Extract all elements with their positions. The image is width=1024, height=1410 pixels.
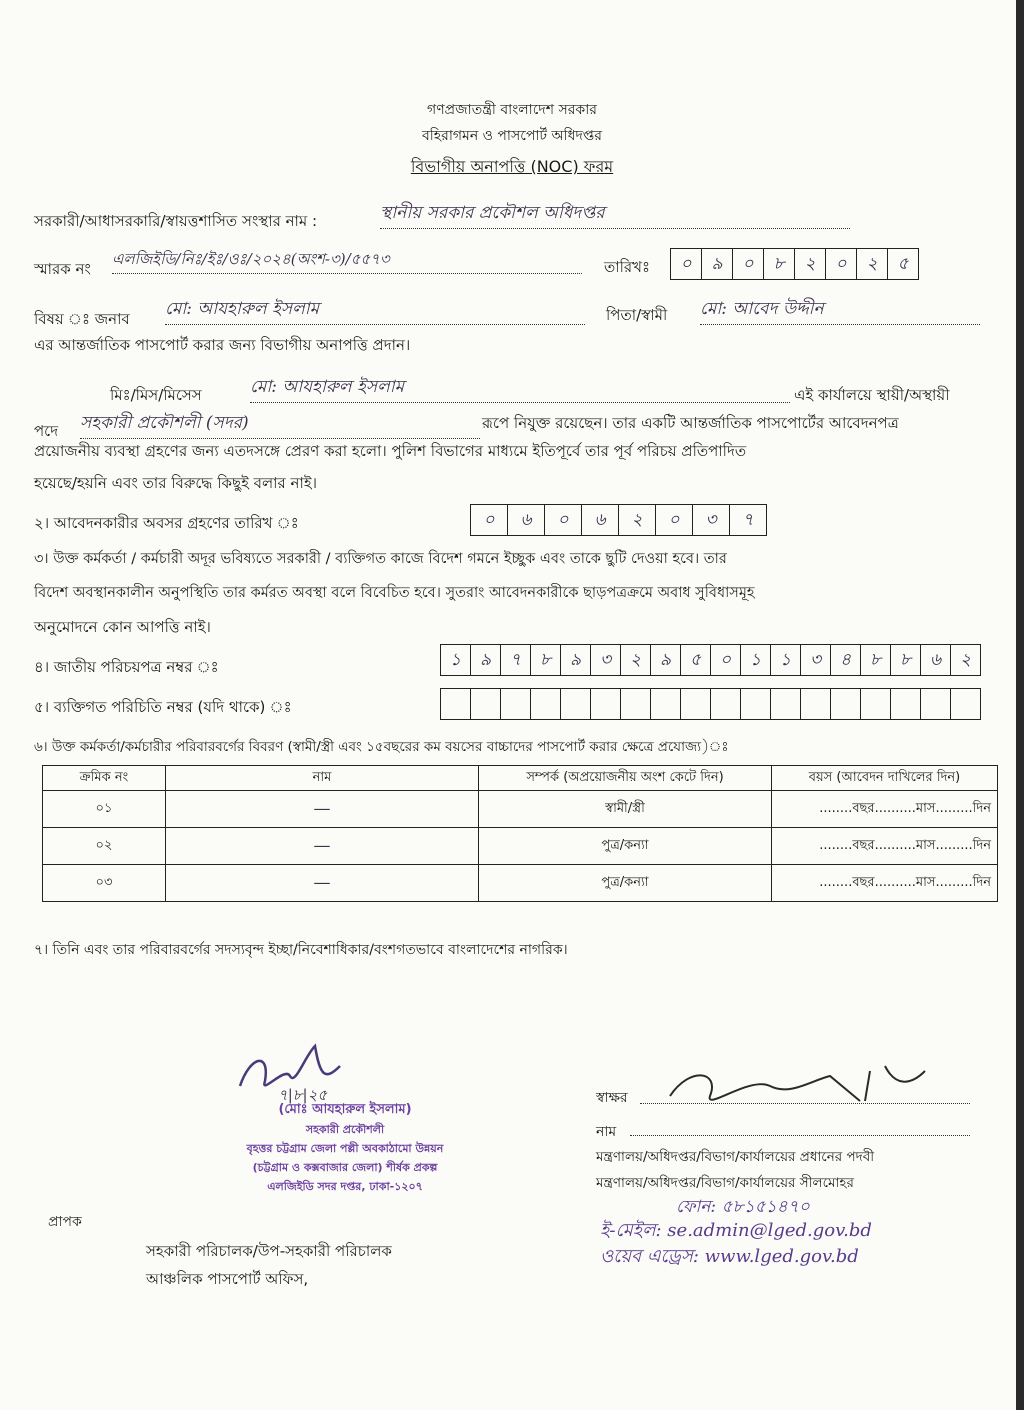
row-name: — — [166, 865, 479, 902]
right-signature-icon — [660, 1056, 940, 1116]
table-row — [43, 828, 998, 865]
row-sl: ০৩ — [43, 865, 166, 902]
nid-boxes — [440, 644, 981, 676]
retire-digit: ০ — [544, 505, 581, 535]
row-sl: ০২ — [43, 828, 166, 865]
stamp-line3: (চট্টগ্রাম ও কক্সবাজার জেলা) শীর্ষক প্রকল্প — [252, 1161, 438, 1174]
header-line1: গণপ্রজাতন্ত্রী বাংলাদেশ সরকার — [427, 102, 597, 118]
stamp-name: (মোঃ আযহারুল ইসলাম) — [278, 1102, 412, 1117]
nid-digit: ১ — [449, 650, 462, 670]
item3-line2: বিদেশ অবস্থানকালীন অনুপস্থিতি তার কর্মরত অবস্থা বলে বিবেচিত হবে। সুতরাং আবেদনকারীকে ছাড়পত্রক্রমে অবাধ সুবিধাসমূহ — [34, 585, 755, 601]
date-digit: ০ — [680, 254, 692, 274]
org-label: সরকারী/আধাসরকারি/স্বায়ত্তশাসিত সংস্থার নাম : — [34, 212, 318, 230]
item6-label: ৬। উক্ত কর্মকর্তা/কর্মচারীর পরিবারবর্গের বিবরণ (স্বামী/স্ত্রী এবং ১৫বছরের কম বয়সের বাচ্চাদের পাসপোর্ট করার ক্ষেত্রে প্রযোজ্য)ঃ — [34, 739, 729, 755]
body-name: মো: আযহারুল ইসলাম — [250, 374, 790, 403]
retire-digit: ০ — [483, 510, 495, 530]
nid-digit: ৭ — [500, 645, 530, 675]
retire-digit: ২ — [618, 505, 655, 535]
nid-digit: ১ — [740, 645, 770, 675]
date-digit: ২ — [856, 249, 887, 279]
date-digit: ০ — [825, 249, 856, 279]
father-label: পিতা/স্বামী — [606, 306, 668, 324]
retire-digit: ৬ — [581, 505, 618, 535]
item4-label: ৪। জাতীয় পরিচয়পত্র নম্বর ঃ — [34, 658, 219, 676]
left-sign-date: ৭|৮|২৫ — [278, 1086, 328, 1104]
stamp-line2: বৃহত্তর চট্টগ্রাম জেলা পল্লী অবকাঠামো উন্নয়ন — [246, 1142, 444, 1155]
memo-value: এলজিইডি/নিঃ/ইঃ/ওঃ/২০২৪(অংশ-৩)/৫৫৭৩ — [112, 248, 582, 274]
row-age: ........বছর..........মাস.........দিন — [772, 828, 998, 865]
name-line — [630, 1134, 970, 1136]
memo-date-boxes — [670, 248, 919, 280]
nid-digit: ৩ — [800, 645, 830, 675]
stamp-block — [230, 1100, 460, 1197]
stamp-line1: সহকারী প্রকৌশলী — [305, 1123, 385, 1136]
post-label: পদে — [34, 422, 59, 440]
family-table — [42, 765, 998, 902]
body-p2: প্রয়োজনীয় ব্যবস্থা গ্রহণের জন্য এতদসঙ্গে প্রেরণ করা হলো। পুলিশ বিভাগের মাধ্যমে ইতিপূর্বে তার পূর্ব পরিচয় প্রতিপাদিত — [34, 442, 747, 460]
nid-digit: ৯ — [470, 645, 500, 675]
row-relation: পুত্র/কন্যা — [479, 865, 772, 902]
nid-digit: ৮ — [860, 645, 890, 675]
salutation: মিঃ/মিস/মিসেস — [110, 386, 202, 404]
nid-digit: ২ — [950, 645, 980, 675]
th-age: বয়স (আবেদন দাখিলের দিন) — [772, 766, 998, 791]
seal-label: মন্ত্রণালয়/অধিদপ্তর/বিভাগ/কার্যালয়ের সীলমোহর — [596, 1175, 854, 1191]
item3-line3: অনুমোদনে কোন আপত্তি নাই। — [34, 618, 211, 636]
father-name: মো: আবেদ উদ্দীন — [700, 296, 980, 325]
th-sl: ক্রমিক নং — [43, 766, 166, 791]
nid-digit: ৯ — [650, 645, 680, 675]
date-label: তারিখঃ — [604, 258, 650, 276]
nid-digit: ৬ — [920, 645, 950, 675]
row-relation: পুত্র/কন্যা — [479, 828, 772, 865]
stamp-line4: এলজিইডি সদর দপ্তর, ঢাকা-১২০৭ — [267, 1180, 423, 1193]
body-p1: রূপে নিযুক্ত রয়েছেন। তার একটি আন্তর্জাতিক পাসপোর্টের আবেদনপত্র — [482, 414, 899, 432]
retire-digit: ৭ — [729, 505, 766, 535]
date-digit: ৫ — [887, 249, 918, 279]
office-text: এই কার্যালয়ে স্থায়ী/অস্থায়ী — [794, 386, 950, 404]
date-digit: ৯ — [701, 249, 732, 279]
designation-label: মন্ত্রণালয়/অধিদপ্তর/বিভাগ/কার্যালয়ের প্রধানের পদবী — [596, 1149, 875, 1165]
email-text: ই-মেইল: se.admin@lged.gov.bd — [600, 1220, 872, 1241]
row-age: ........বছর..........মাস.........দিন — [772, 791, 998, 828]
item2-label: ২। আবেদনকারীর অবসর গ্রহণের তারিখ ঃ — [34, 514, 299, 532]
subject-line: এর আন্তর্জাতিক পাসপোর্ট করার জন্য বিভাগীয় অনাপত্তি প্রদান। — [34, 336, 411, 354]
subject-label: বিষয় ঃ জনাব — [34, 310, 130, 328]
row-name: — — [166, 791, 479, 828]
th-name: নাম — [166, 766, 479, 791]
table-row — [43, 791, 998, 828]
date-digit: ৮ — [763, 249, 794, 279]
item3-line1: ৩। উক্ত কর্মকর্তা / কর্মচারী অদূর ভবিষ্যতে সরকারী / ব্যক্তিগত কাজে বিদেশ গমনে ইচ্ছুক এবং তাকে ছুটি দেওয়া হবে। তার — [34, 551, 727, 567]
recipient-label: প্রাপক — [48, 1214, 82, 1230]
row-sl: ০১ — [43, 791, 166, 828]
web-text: ওয়েব এড্রেস: www.lged.gov.bd — [600, 1246, 859, 1267]
signature-label: স্বাক্ষর — [596, 1090, 628, 1106]
name-label: নাম — [596, 1124, 617, 1140]
nid-digit: ২ — [620, 645, 650, 675]
date-digit: ২ — [794, 249, 825, 279]
nid-digit: ৮ — [530, 645, 560, 675]
table-row — [43, 865, 998, 902]
body-p3: হয়েছে/হয়নি এবং তার বিরুদ্ধে কিছুই বলার নাই। — [34, 474, 318, 492]
nid-digit: ৯ — [560, 645, 590, 675]
post-value: সহকারী প্রকৌশলী (সদর) — [80, 410, 480, 439]
row-age: ........বছর..........মাস.........দিন — [772, 865, 998, 902]
form-title: বিভাগীয় অনাপত্তি (NOC) ফরম — [410, 157, 614, 176]
item7: ৭। তিনি এবং তার পরিবারবর্গের সদস্যবৃন্দ ইচ্ছা/নিবেশাধিকার/বংশগতভাবে বাংলাদেশের নাগরিক। — [34, 942, 568, 958]
phone-text: ফোন: ৫৮১৫১৪৭০ — [676, 1197, 810, 1217]
retire-digit: ০ — [655, 505, 692, 535]
header-line2: বহিরাগমন ও পাসপোর্ট অধিদপ্তর — [421, 128, 603, 144]
recipient-line2: আঞ্চলিক পাসপোর্ট অফিস, — [146, 1270, 309, 1288]
nid-digit: ৫ — [680, 645, 710, 675]
th-relation: সম্পর্ক (অপ্রয়োজনীয় অংশ কেটে দিন) — [479, 766, 772, 791]
scan-edge — [1016, 0, 1024, 1410]
nid-digit: ০ — [710, 645, 740, 675]
pin-boxes — [440, 688, 981, 720]
memo-label: স্মারক নং — [34, 260, 91, 278]
recipient-line1: সহকারী পরিচালক/উপ-সহকারী পরিচালক — [146, 1242, 392, 1260]
retirement-date-boxes — [470, 504, 767, 536]
retire-digit: ৬ — [507, 505, 544, 535]
row-name: — — [166, 828, 479, 865]
item5-label: ৫। ব্যক্তিগত পরিচিতি নম্বর (যদি থাকে) ঃ — [34, 698, 292, 716]
row-relation: স্বামী/স্ত্রী — [479, 791, 772, 828]
nid-digit: ৮ — [890, 645, 920, 675]
nid-digit: ১ — [770, 645, 800, 675]
nid-digit: ৪ — [830, 645, 860, 675]
subject-name: মো: আযহারুল ইসলাম — [165, 296, 585, 325]
retire-digit: ৩ — [692, 505, 729, 535]
org-value: স্থানীয় সরকার প্রকৌশল অধিদপ্তর — [380, 200, 850, 229]
date-digit: ০ — [732, 249, 763, 279]
nid-digit: ৩ — [590, 645, 620, 675]
